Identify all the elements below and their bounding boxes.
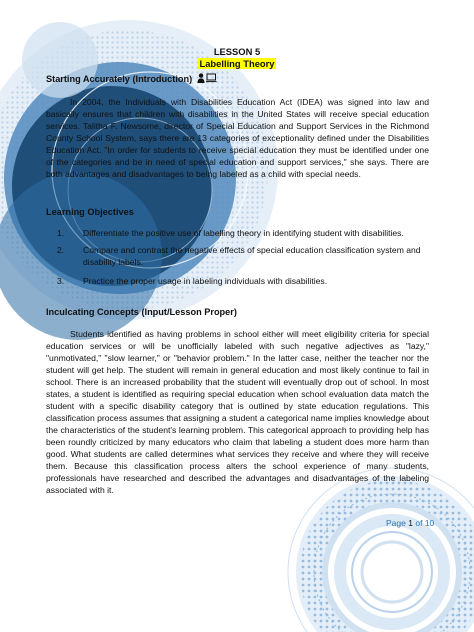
intro-heading-text: Starting Accurately (Introduction) <box>46 74 193 84</box>
of-label: of <box>415 518 423 528</box>
current-page: 1 <box>408 518 413 528</box>
lesson-title <box>0 58 474 70</box>
teacher-at-board-icon <box>197 73 217 83</box>
lesson-number: LESSON 5 <box>213 46 261 57</box>
page-number <box>386 518 434 528</box>
objective-number: 2. <box>57 245 65 255</box>
objective-number: 3. <box>57 276 65 286</box>
concepts-heading: Inculcating Concepts (Input/Lesson Proper) <box>46 307 237 317</box>
objective-text: Practice the proper usage in labeling individuals with disabilities. <box>83 276 328 286</box>
intro-paragraph-text: In 2004, the Individuals with Disabilities Education Act (IDEA) was signed into law and basically ensures that children with disabilities in the United States will receive special education services. Talitha F. Newsome, director of Special Education and Support Services in the Richmond County School System, says there are 13 categories of exceptionality defined under the Disabilities Education Act. "In order for students to receive special education they must be identified under one of the categories and be in need of special education and support services," she says. There are both advantages and disadvantages to being labeled as a child with special needs. <box>46 97 429 179</box>
intro-heading <box>46 73 217 85</box>
objective-text: Differentiate the positive use of labelling theory in identifying student with disabilities. <box>83 228 404 238</box>
intro-paragraph <box>46 96 429 180</box>
objectives-heading: Learning Objectives <box>46 207 134 217</box>
objective-number: 1. <box>57 228 65 238</box>
concepts-paragraph <box>46 328 429 496</box>
objective-text: Compare and contrast the negative effects of special education classification system and disability labels. <box>83 245 421 267</box>
total-pages: 10 <box>424 518 435 528</box>
page-label: Page <box>386 518 406 528</box>
concepts-paragraph-text: Students identified as having problems in school either will meet eligibility criteria for special education services or will be unofficially labeled with such negative adjectives as "lazy," "unmotivated," "slow learner," or "behavior problem." In the latter case, neither the teacher nor the student will get help. The student will remain in general education and most likely continue to fail in school. There is an increased probability that the student will eventually drop out of school. In most states, a student is identified as requiring special education when school evaluation data match the student with a specific disability category that is outlined by state education regulations. This classification process assumes that assigning a student a categorical name implies knowledge about the characteristics of the student's learning problem. This categorical approach to providing help has been roundly criticized by many educators who claim that labeling a student does more harm than good. What students are called determines what services they receive and where they will receive them. Because this classification process alters the school experience of many students, professionals have researched and described the advantages and disadvantages of the labeling associated with it. <box>46 329 429 495</box>
lesson-title-text: Labelling Theory <box>199 58 275 69</box>
